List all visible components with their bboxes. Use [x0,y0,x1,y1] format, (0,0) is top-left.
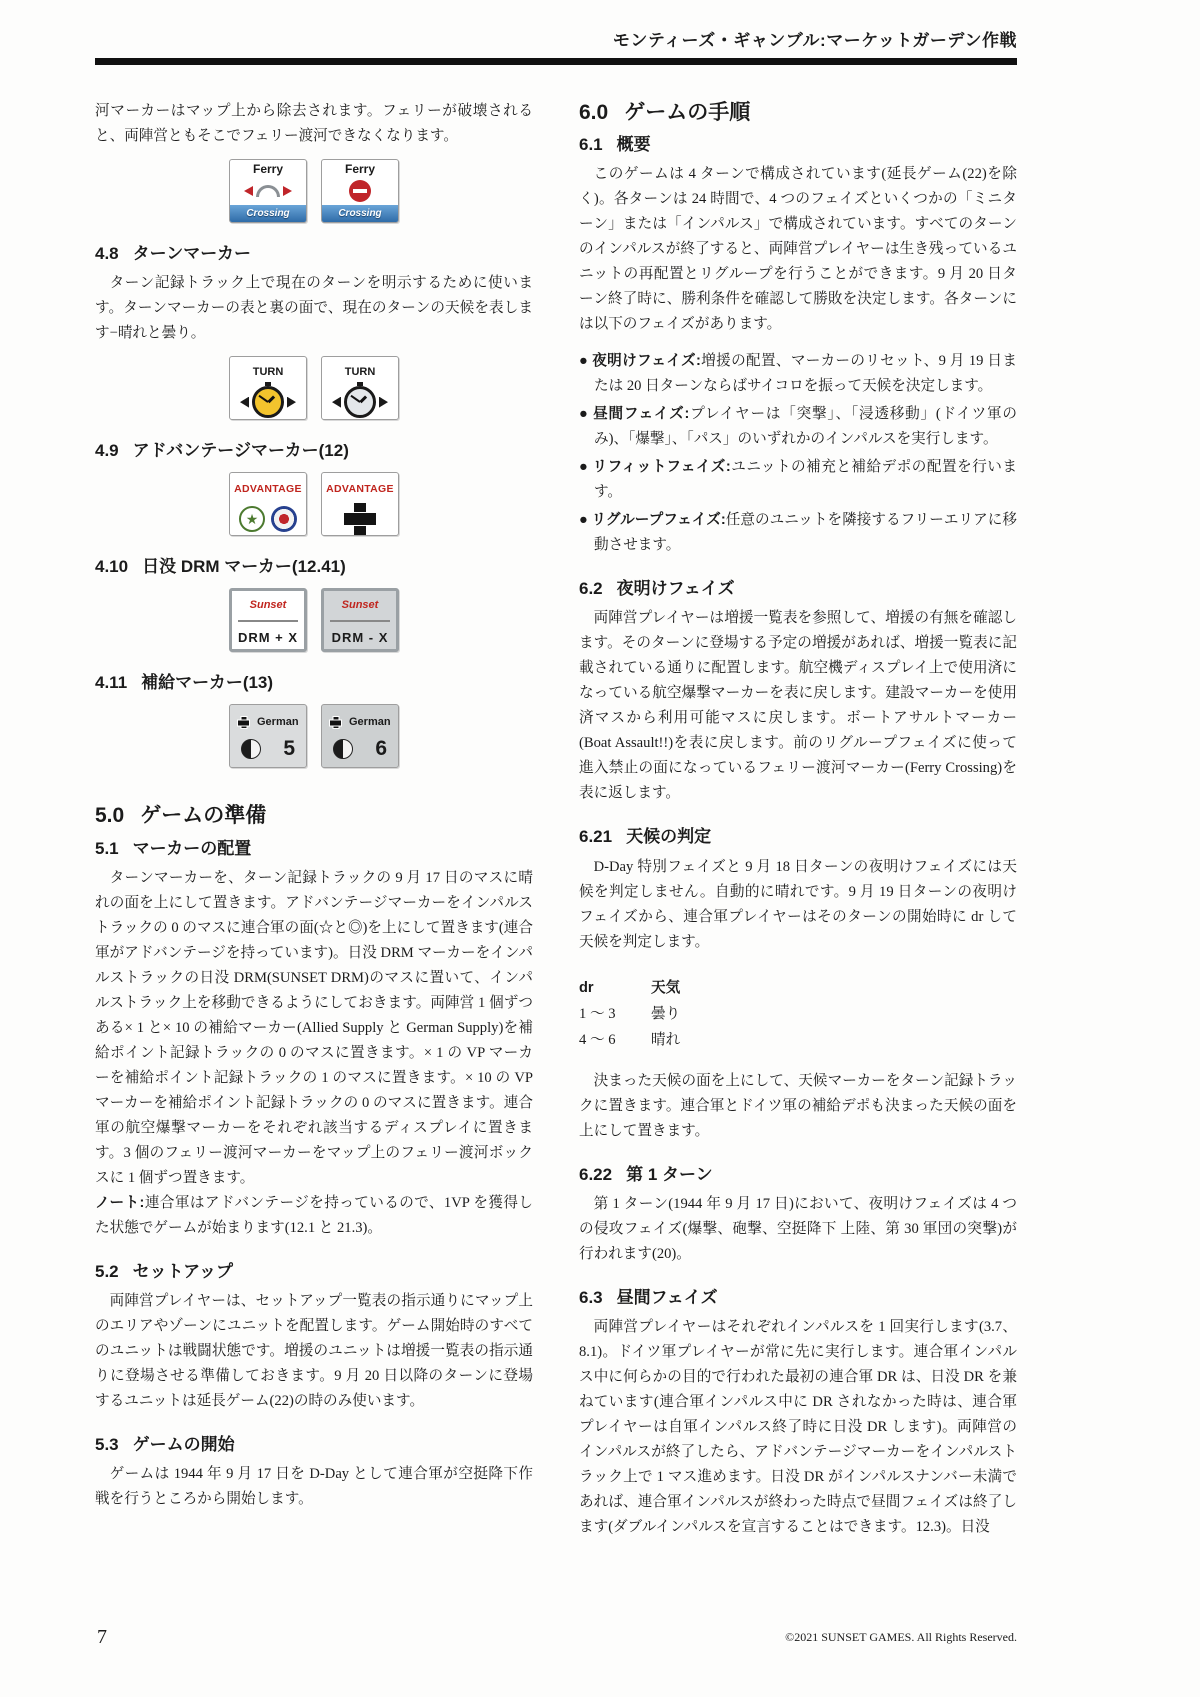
german-cross-icon [329,716,342,729]
phase-item-day [579,402,1017,452]
page-header-title: モンティーズ・ギャンブル:マーケットガーデン作戦 [612,31,1017,50]
section-6-2-heading [579,578,1017,600]
weather-result: 曇り [651,1005,681,1022]
section-number: 4.11 [95,673,128,693]
weather-dr-range: 4 〜 6 [579,1031,616,1048]
section-4-11-heading [95,672,533,694]
copyright-notice: ©2021 SUNSET GAMES. All Rights Reserved. [785,1630,1017,1644]
section-title: ゲームの手順 [624,101,751,124]
section-number: 6.22 [579,1164,613,1184]
advantage-label: ADVANTAGE [234,483,302,496]
supply-label: German [257,716,299,729]
supply-label: German [349,716,391,729]
turn-marker-clear [229,356,307,420]
section-title: 補給マーカー(13) [141,673,274,693]
red-arrow-right-icon [283,186,292,196]
ferry-marker-row [95,159,533,223]
section-title: ゲームの準備 [140,804,267,828]
advantage-label: ADVANTAGE [326,483,394,496]
ferry-label: Ferry [252,162,284,176]
header-rule-bar [95,58,1017,65]
bullet-icon: ● [579,353,589,370]
clock-icon [252,386,284,418]
turn-marker-row [95,356,533,420]
section-title: 天候の判定 [626,827,712,847]
phase-text: ユニットの補充と補給デポの配置を行います。 [594,459,1017,501]
sunset-drm-plus-marker [229,588,307,652]
section-6-1-body: このゲームは 4 ターンで構成されています(延長ゲーム(22)を除く)。各ターンは 24 時間で、4 つのフェイズといくつかの「ミニターン」または「インパルス」で構成されています。すべてのターンのインパルスが終了すると、両陣営プレイヤーは生き残っているユニットの再配置とリグループを行うことができます。9 月 20 日ターン終了時に、勝利条件を確認して勝敗を決定します。各ターンには以下のフェイズがあります。 [579,166,1017,333]
weather-table-header [579,975,1017,1001]
wing-icon [240,397,249,408]
weather-table-row [579,1001,1017,1027]
section-number: 4.9 [95,441,119,461]
section-title: アドバンテージマーカー(12) [132,441,349,461]
section-title: マーカーの配置 [132,838,252,858]
german-cross-icon [343,502,377,536]
page-header [95,26,1017,65]
weather-col-dr: dr [579,979,594,996]
section-title: 昼間フェイズ [616,1287,718,1307]
weather-table-row [579,1027,1017,1053]
phase-label: リフィットフェイズ: [592,459,731,476]
section-number: 5.2 [95,1261,119,1281]
section-5-1-body: ターンマーカーを、ターン記録トラックの 9 月 17 日のマスに晴れの面を上にして置きます。アドバンテージマーカーをインパルストラックの 0 のマスに連合軍の面(☆と◎)を上にして置きます(連合軍がアドバンテージを持っています)。日没 DRM マーカーをインパルストラックの日没 DRM(SUNSET DRM)のマスに置いて、インパルストラック上を移動できるようにしておきます。両陣営 1 個ずつある× 1 と× 10 の補給マーカー(Allied Supply と German Supply)を補給ポイント記録トラックの 0 のマスに置きます。× 1 の VP マーカーを補給ポイント記録トラックの 1 のマスに置きます。× 10 の VP マーカーを補給ポイント記録トラックの 0 のマスに置きます。連合軍の航空爆撃マーカーをそれぞれ該当するディスプレイに置きます。3 個のフェリー渡河マーカーをマップ上のフェリー渡河ボックスに 1 個ずつ置きます。 [95,869,533,1186]
phase-text: 任意のユニットを隣接するフリーエリアに移動させます。 [594,512,1017,554]
right-column [579,99,1017,1540]
no-entry-icon [349,180,371,202]
bridge-icon [256,185,280,197]
section-4-10-heading [95,556,533,578]
section-5-1-note [95,1191,533,1241]
supply-value: 6 [375,737,387,761]
sunset-marker-row [95,588,533,652]
section-5-2-heading [95,1261,533,1283]
section-4-9-heading [95,440,533,462]
german-supply-marker-6 [321,704,399,768]
section-title: ゲームの開始 [132,1434,235,1454]
section-number: 4.10 [95,557,129,577]
section-number: 6.2 [579,579,603,599]
section-6-21-heading [579,826,1017,848]
section-number: 4.8 [95,244,119,263]
section-6-22-heading [579,1164,1017,1186]
section-6-1-heading [579,134,1017,156]
note-text: 連合軍はアドバンテージを持っているので、1VP を獲得した状態でゲームが始まります(12.1 と 21.3)。 [95,1194,533,1236]
phase-label: 昼間フェイズ: [593,406,690,423]
advantage-marker-german [321,472,399,536]
phase-text: プレイヤーは「突撃」、「浸透移動」(ドイツ軍のみ)、「爆撃」、「パス」のいずれかのインパルスを実行します。 [594,406,1017,448]
roundel-icon [271,506,297,532]
section-title: セットアップ [132,1261,233,1281]
section-title: 概要 [616,135,651,155]
german-cross-icon [237,716,250,729]
bullet-icon: ● [579,459,589,476]
section-number: 6.0 [579,101,609,124]
section-6-3-body: 両陣営プレイヤーはそれぞれインパルスを 1 回実行します(3.7、8.1)。ドイツ軍プレイヤーが常に先に実行します。連合軍インパルス中に何らかの目的で行われた最初の連合軍 DR は、日没 DR を兼ねています(連合軍インパルス中に DR されなかった時は、連合軍プレイヤーは自軍インパルス終了時に日没 DR します)。両陣営のインパルスが終了したら、アドバンテージマーカーをインパルストラック上で 1 マス進めます。日没 DR がインパルスナンバー未満であれば、連合軍インパルスが終わった時点で昼間フェイズは終了します(ダブルインパルスを宣言することはできます。12.3)。日没 [579,1318,1017,1535]
section-number: 5.3 [95,1434,119,1454]
wing-icon [287,397,296,408]
weather-dr-range: 1 〜 3 [579,1005,616,1022]
phase-item-dawn [579,349,1017,399]
ferry-label: Ferry [344,162,376,176]
section-title: ターンマーカー [132,244,251,263]
half-moon-icon [333,739,353,759]
red-arrow-left-icon [244,186,253,196]
section-number: 5.0 [95,804,125,828]
section-6-21-body2: 決まった天候の面を上にして、天候マーカーをターン記録トラックに置きます。連合軍とドイツ軍の補給デポも決まった天候の面を上にして置きます。 [579,1072,1017,1139]
section-number: 6.21 [579,827,613,847]
ferry-crossing-open-marker [229,159,307,223]
turn-label: TURN [252,366,284,379]
phase-item-refit [579,455,1017,505]
section-4-8-body: ターン記録トラック上で現在のターンを明示するために使います。ターンマーカーの表と裏の面で、現在のターンの天候を表します−晴れと曇り。 [95,275,533,342]
phase-label: リグループフェイズ: [591,512,726,529]
sunset-sky [238,620,298,622]
advantage-marker-allied [229,472,307,536]
phase-label: 夜明けフェイズ: [592,353,701,370]
german-supply-marker-5 [229,704,307,768]
section-5-3-body: ゲームは 1944 年 9 月 17 日を D-Day として連合軍が空挺降下作戦を行うところから開始します。 [95,1465,533,1507]
half-moon-icon [241,739,261,759]
section-6-3-heading [579,1287,1017,1309]
section-6-2-body: 両陣営プレイヤーは増援一覧表を参照して、増援の有無を確認します。そのターンに登場する予定の増援があれば、増援一覧表に記載されている通りに配置します。航空機ディスプレイ上で使用済になっている航空爆撃マーカーを表に戻します。建設マーカーを使用済マスから利用可能マスに戻します。ボートアサルトマーカー(Boat Assault!!)を表に戻します。前のリグループフェイズに使って進入禁止の面になっているフェリー渡河マーカー(Ferry Crossing)を表に返します。 [579,610,1017,802]
advantage-marker-row [95,472,533,536]
turn-label: TURN [344,366,376,379]
note-label: ノート: [95,1194,145,1211]
phase-text: 増援の配置、マーカーのリセット、9 月 19 日または 20 日ターンならばサイコロを振って天候を決定します。 [594,353,1017,395]
phase-item-regroup [579,508,1017,558]
section-title: 日没 DRM マーカー(12.41) [142,557,346,577]
crossing-label: Crossing [322,205,398,222]
sunset-label: Sunset [249,599,287,612]
turn-marker-overcast [321,356,399,420]
section-6-22-body: 第 1 ターン(1944 年 9 月 17 日)において、夜明けフェイズは 4 つの侵攻フェイズ(爆撃、砲撃、空挺降下 上陸、第 30 軍団の突撃)が行われます(20)。 [579,1195,1017,1262]
section-5-0-heading [95,802,533,829]
section-5-3-heading [95,1434,533,1456]
weather-table [579,975,1017,1053]
section-number: 6.1 [579,135,603,155]
section-title: 第 1 ターン [626,1164,713,1184]
two-column-layout [95,99,1017,1540]
section-4-8-heading [95,243,533,265]
section-number: 5.1 [95,838,119,858]
wing-icon [379,397,388,408]
section-6-21-body: D-Day 特別フェイズと 9 月 18 日ターンの夜明けフェイズには天候を判定しません。自動的に晴れです。9 月 19 日ターンの夜明けフェイズから、連合軍プレイヤーはそのターンの開始時に dr して天候を判定します。 [579,858,1017,950]
sunset-sky [330,620,390,622]
weather-result: 晴れ [651,1031,681,1048]
sunset-drm-minus-marker [321,588,399,652]
section-6-0-heading [579,99,1017,126]
laurel-star-icon: ★ [239,506,265,532]
wing-icon [332,397,341,408]
clock-icon [344,386,376,418]
sunset-label: Sunset [341,599,379,612]
section-title: 夜明けフェイズ [616,579,735,599]
phase-list [579,349,1017,558]
drm-value: DRM + X [237,630,299,646]
supply-value: 5 [283,737,295,761]
left-column [95,99,533,1540]
intro-paragraph: 河マーカーはマップ上から除去されます。フェリーが破壊されると、両陣営ともそこでフェリー渡河できなくなります。 [95,103,533,144]
section-5-1-heading [95,838,533,860]
ferry-crossing-closed-marker [321,159,399,223]
section-5-2-body: 両陣営プレイヤーは、セットアップ一覧表の指示通りにマップ上のエリアやゾーンにユニットを配置します。ゲーム開始時のすべてのユニットは戦闘状態です。増援のユニットは増援一覧表の指示通りに登場させる準備しておきます。9 月 20 日以降のターンに登場するユニットは延長ゲーム(22)の時のみ使います。 [95,1292,533,1409]
page-number: 7 [97,1626,107,1648]
bullet-icon: ● [579,406,589,423]
section-number: 6.3 [579,1287,603,1307]
bullet-icon: ● [579,512,588,529]
supply-marker-row [95,704,533,768]
drm-value: DRM - X [331,630,389,646]
crossing-label: Crossing [230,205,306,222]
weather-col-weather: 天気 [651,979,681,996]
